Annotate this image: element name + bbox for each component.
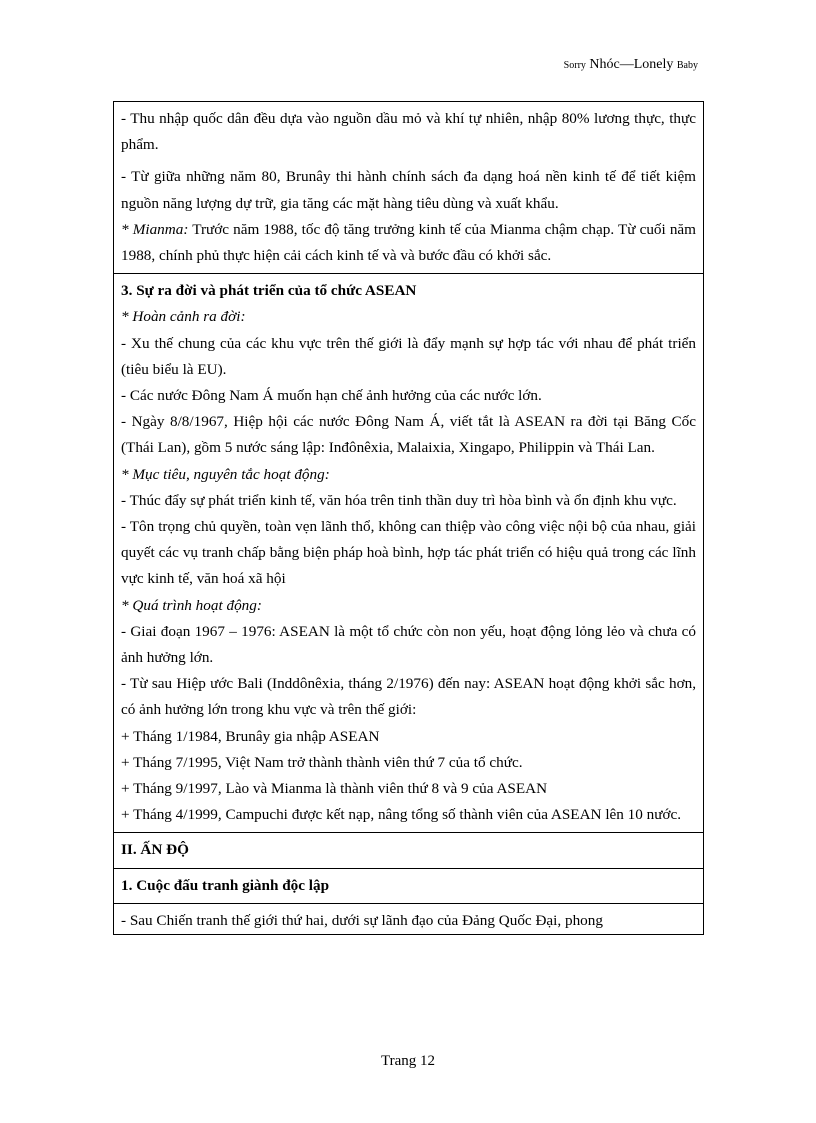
header-prefix: Sorry xyxy=(563,60,586,71)
table-row xyxy=(114,274,704,833)
list-item: + Tháng 4/1999, Campuchi được kết nạp, nâng tổng số thành viên của ASEAN lên 10 nước. xyxy=(121,806,682,824)
paragraph: - Các nước Đông Nam Á muốn hạn chế ảnh hưởng của các nước lớn. xyxy=(121,387,542,405)
header-title: Nhóc—Lonely xyxy=(589,57,674,72)
cell-india xyxy=(114,833,704,868)
paragraph: - Thúc đẩy sự phát triển kinh tế, văn hóa trên tinh thần duy trì hòa bình và ổn định khu vực. xyxy=(121,491,677,509)
subheading: * Mục tiêu, nguyên tắc hoạt động: xyxy=(121,465,330,483)
header-suffix: Baby xyxy=(676,60,698,71)
paragraph: - Xu thế chung của các khu vực trên thế giới là đẩy mạnh sự hợp tác với nhau để phát triển (tiêu biểu là EU). xyxy=(121,334,696,378)
section-heading: 3. Sự ra đời và phát triển của tổ chức ASEAN xyxy=(121,282,417,300)
paragraph-mianma xyxy=(121,217,696,269)
table-row xyxy=(114,833,704,868)
paragraph: - Giai đoạn 1967 – 1976: ASEAN là một tổ chức còn non yếu, hoạt động lỏng lẻo và chưa có ảnh hưởng lớn. xyxy=(121,622,696,667)
mianma-text: Trước năm 1988, tốc độ tăng trưởng kinh tế của Mianma chậm chạp. Từ cuối năm 1988, chính phủ thực hiện cải cách kinh tế và và bước đầu có khởi sắc. xyxy=(121,220,696,265)
table-row xyxy=(114,868,704,903)
content-table xyxy=(113,101,704,935)
page-header xyxy=(564,57,698,73)
paragraph: - Ngày 8/8/1967, Hiệp hội các nước Đông Nam Á, viết tắt là ASEAN ra đời tại Băng Cốc (Thái Lan), gồm 5 nước sáng lập: Inđônêxia, Malaixia, Xingapo, Philippin và Thái Lan. xyxy=(121,413,696,457)
paragraph: - Tôn trọng chủ quyền, toàn vẹn lãnh thổ, không can thiệp vào công việc nội bộ của nhau, giải quyết các vụ tranh chấp bằng biện pháp hoà bình, hợp tác phát triển có hiệu quả trong các lĩnh vực kinh tế, văn hoá xã hội xyxy=(121,518,696,588)
cell-asean xyxy=(114,274,704,833)
paragraph: - Thu nhập quốc dân đều dựa vào nguồn dầu mỏ và khí tự nhiên, nhập 80% lương thực, thực phẩm. xyxy=(121,110,696,154)
section-heading: 1. Cuộc đấu tranh giành độc lập xyxy=(121,876,330,894)
subheading: * Hoàn cảnh ra đời: xyxy=(121,308,246,326)
mianma-label: * Mianma: xyxy=(121,220,189,238)
table-row xyxy=(114,903,704,934)
subheading: * Quá trình hoạt động: xyxy=(121,596,262,614)
list-item: + Tháng 7/1995, Việt Nam trở thành thành viên thứ 7 của tổ chức. xyxy=(121,753,523,771)
list-item: + Tháng 9/1997, Lào và Mianma là thành viên thứ 8 và 9 của ASEAN xyxy=(121,780,548,798)
list-item: + Tháng 1/1984, Brunây gia nhập ASEAN xyxy=(121,727,380,745)
cell-india-independence xyxy=(114,868,704,903)
paragraph: - Từ giữa những năm 80, Brunây thi hành chính sách đa dạng hoá nền kinh tế để tiết kiệm nguồn năng lượng dự trữ, gia tăng các mặt hàng tiêu dùng và xuất khẩu. xyxy=(121,168,696,212)
cell-india-continued xyxy=(114,903,704,934)
cell-economy-brunei-myanmar xyxy=(114,102,704,274)
page-number: Trang 12 xyxy=(380,1053,436,1069)
table-row xyxy=(114,102,704,274)
truncated-text-wrapper xyxy=(121,908,696,930)
paragraph: - Từ sau Hiệp ước Bali (Inddônêxia, tháng 2/1976) đến nay: ASEAN hoạt động khởi sắc hơn, có ảnh hưởng lớn trong khu vực và trên thế giới: xyxy=(121,675,696,719)
section-heading: II. ẤN ĐỘ xyxy=(121,841,189,859)
paragraph: - Sau Chiến tranh thế giới thứ hai, dưới sự lãnh đạo của Đảng Quốc Đại, phong xyxy=(121,911,603,929)
